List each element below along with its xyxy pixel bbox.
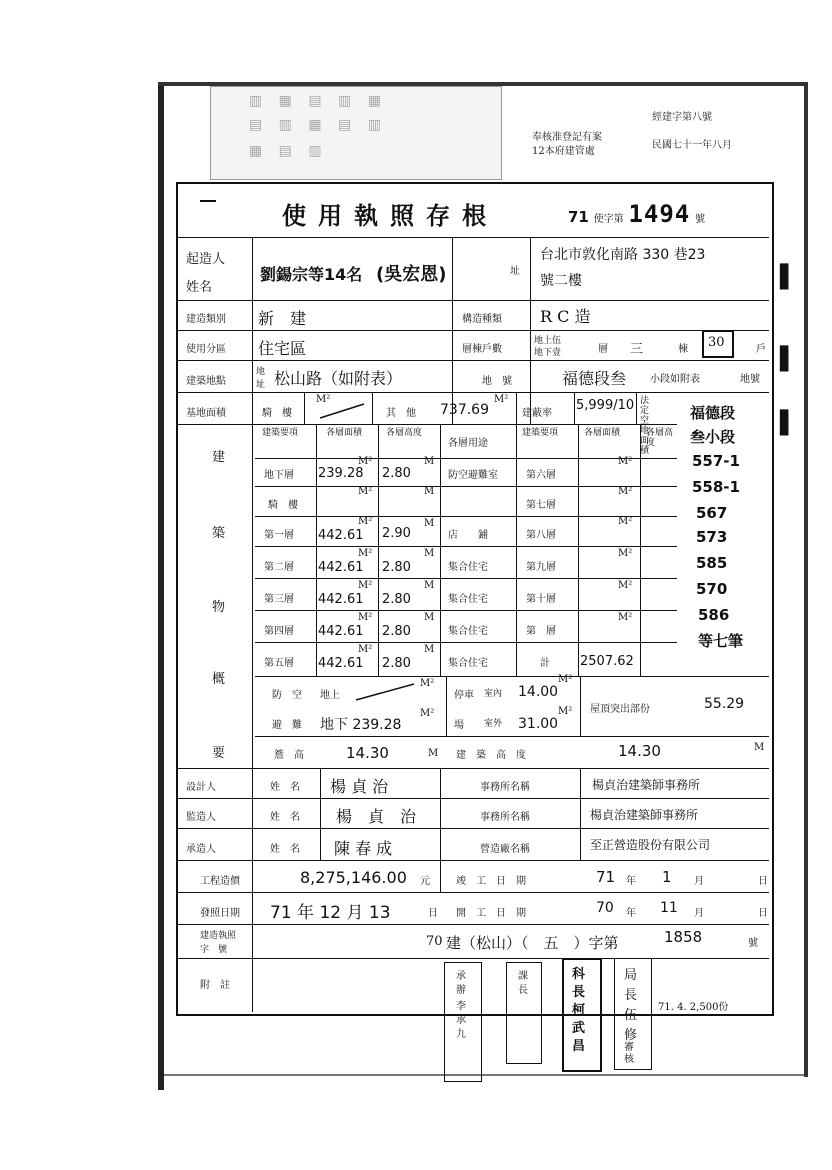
designer-label: 設計人 bbox=[186, 782, 216, 793]
applicant-name: 劉鍚宗等14名 bbox=[260, 265, 363, 284]
floor-name: 第一層 bbox=[264, 530, 294, 541]
floors-hu-count: 30 bbox=[708, 335, 725, 350]
stamp-line3: 經建字第八號 bbox=[652, 112, 712, 123]
lot-tail: 小段如附表 bbox=[650, 374, 700, 385]
completion-ri: 日 bbox=[758, 876, 768, 887]
designer-office: 楊貞治建築師事務所 bbox=[592, 778, 701, 792]
supervisor-name: 楊 貞 治 bbox=[336, 807, 417, 826]
floor-use: 集合住宅 bbox=[448, 658, 488, 669]
unit-m2: M² bbox=[358, 548, 373, 559]
land-lot-item: 福德段 bbox=[690, 404, 736, 422]
contractor-name-label: 姓 名 bbox=[270, 844, 300, 855]
floor-area: 442.61 bbox=[318, 656, 364, 671]
completion-yue: 月 bbox=[694, 876, 704, 887]
parking-outdoor-value: 31.00 bbox=[518, 716, 559, 732]
parking-label2: 場 bbox=[454, 720, 464, 731]
eave-label: 簷 高 bbox=[274, 750, 304, 761]
unit-m: M bbox=[424, 644, 435, 655]
serial-number bbox=[568, 200, 705, 228]
applicant-label: 起造人 bbox=[186, 252, 226, 267]
land-lot-item: 558-1 bbox=[692, 478, 740, 496]
floor-use: 集合住宅 bbox=[448, 562, 488, 573]
permit-value: 建（松山）（ 五 ）字第 bbox=[446, 934, 619, 952]
unit-m2: M² bbox=[618, 612, 633, 623]
start-year: 70 bbox=[596, 900, 614, 916]
ratio-value: 5,999/10 bbox=[576, 398, 635, 413]
start-yue: 月 bbox=[694, 908, 704, 919]
floor-height: 2.90 bbox=[382, 526, 411, 541]
floor-name: 第四層 bbox=[264, 626, 294, 637]
designer-office-label: 事務所名稱 bbox=[480, 782, 530, 793]
parking-indoor-label: 室內 bbox=[484, 689, 503, 699]
unit-m2: M² bbox=[358, 486, 373, 497]
floor-name-right: 第七層 bbox=[526, 500, 556, 511]
print-info: 71. 4. 2,500份 bbox=[658, 1002, 729, 1013]
completion-nian: 年 bbox=[626, 876, 636, 887]
total-value: 2507.62 bbox=[580, 654, 634, 669]
completion-month: 1 bbox=[662, 868, 672, 886]
start-month: 11 bbox=[660, 900, 678, 916]
contractor-office-label: 營造廠名稱 bbox=[480, 844, 530, 855]
completion-label: 竣 工 日 期 bbox=[456, 876, 526, 887]
unit-m2: M² bbox=[358, 644, 373, 655]
cost-unit: 元 bbox=[420, 876, 430, 887]
permit-hao: 號 bbox=[748, 938, 758, 949]
start-date-label: 開 工 日 期 bbox=[456, 908, 526, 919]
header-item-right: 建築要項 bbox=[522, 428, 559, 438]
land-lot-item: 567 bbox=[696, 504, 728, 522]
shelter-above: 地上 bbox=[320, 690, 340, 701]
floor-area: 239.28 bbox=[318, 466, 364, 481]
seal-section-chief: 課長 bbox=[518, 971, 528, 996]
floors-hu: 戶 bbox=[756, 344, 766, 355]
site-label: 建築地點 bbox=[186, 376, 226, 387]
unit-m2: M² bbox=[494, 394, 509, 405]
parking-outdoor-label: 室外 bbox=[484, 719, 503, 729]
shelter-blank-stroke bbox=[354, 680, 418, 704]
site-di: 地 bbox=[256, 367, 266, 377]
structure-value: R C 造 bbox=[540, 307, 591, 326]
floor-name-right: 第 層 bbox=[526, 626, 556, 637]
land-lot-item: 585 bbox=[696, 554, 728, 572]
neighbor-page-fragment: ▌ bbox=[780, 346, 797, 372]
applicant-name-label: 姓名 bbox=[186, 280, 213, 295]
seal-review: 審核 bbox=[624, 1042, 634, 1065]
address-label: 址 bbox=[510, 266, 520, 277]
seal-li: 李承九 bbox=[456, 1001, 466, 1040]
supervisor-office: 楊貞治建築師事務所 bbox=[590, 808, 699, 822]
serial-prefix: 使字第 bbox=[593, 214, 624, 225]
section-char: 概 bbox=[212, 672, 226, 687]
unit-m: M bbox=[428, 748, 439, 759]
floor-use: 集合住宅 bbox=[448, 594, 488, 605]
unit-m2: M² bbox=[358, 612, 373, 623]
unit-m2: M² bbox=[618, 456, 633, 467]
floors-ceng: 層 bbox=[598, 344, 608, 355]
floors-below: 地下壹 bbox=[534, 348, 562, 358]
unit-m2: M² bbox=[316, 394, 331, 405]
stamp-line1: 奉核准登記有案 bbox=[532, 132, 602, 143]
site-address: 松山路（如附表） bbox=[274, 369, 403, 388]
shelter-below: 地下 239.28 bbox=[320, 717, 402, 733]
unit-m2: M² bbox=[358, 456, 373, 467]
neighbor-page-fragment: ▌ bbox=[780, 264, 797, 290]
header-height: 各層高度 bbox=[386, 428, 423, 438]
land-lot-item: 573 bbox=[696, 528, 728, 546]
registration-stamp bbox=[502, 100, 762, 170]
seal-department-chief: 科長柯武昌 bbox=[572, 967, 586, 1054]
section-char: 要 bbox=[212, 746, 226, 761]
zone-label: 使用分區 bbox=[186, 344, 226, 355]
header-area-right: 各層面積 bbox=[584, 428, 621, 438]
floor-height: 2.80 bbox=[382, 656, 411, 671]
floor-name: 第三層 bbox=[264, 594, 294, 605]
unit-m2: M² bbox=[558, 706, 573, 717]
supervisor-name-label: 姓 名 bbox=[270, 812, 300, 823]
stamp-line2: 12本府建管處 bbox=[532, 146, 595, 157]
scan-border-left bbox=[158, 82, 164, 1090]
land-lot-item: 等七筆 bbox=[698, 632, 744, 650]
seal-clerk: 承辦 bbox=[456, 971, 466, 996]
contractor-name: 陳 春 成 bbox=[334, 839, 393, 858]
contractor-office: 至正營造股份有限公司 bbox=[590, 838, 711, 852]
building-height-label: 建 築 高 度 bbox=[456, 750, 526, 761]
unit-m: M bbox=[424, 548, 435, 559]
address-line1: 台北市敦化南路 330 巷23 bbox=[540, 247, 706, 263]
floor-height: 2.80 bbox=[382, 592, 411, 607]
total-label: 計 bbox=[540, 658, 550, 669]
law-open-label: 法定空地面積 bbox=[640, 396, 650, 456]
floor-name: 地下層 bbox=[264, 470, 294, 481]
issue-date-label: 發照日期 bbox=[200, 908, 240, 919]
document-title: 使用執照存根 bbox=[282, 201, 498, 230]
completion-year: 71 bbox=[596, 868, 616, 886]
lot-di: 地號 bbox=[740, 374, 760, 385]
build-type-value: 新 建 bbox=[258, 309, 307, 328]
structure-label: 構造種類 bbox=[462, 314, 502, 325]
land-lot-item: 586 bbox=[698, 606, 730, 624]
parking-indoor-value: 14.00 bbox=[518, 684, 559, 700]
unit-m2: M² bbox=[420, 678, 435, 689]
supervisor-label: 監造人 bbox=[186, 812, 216, 823]
designer-name-label: 姓 名 bbox=[270, 782, 300, 793]
permit-year: 70 bbox=[426, 934, 443, 949]
faded-stub: ▥ ▦ ▤ ▥ ▦ ▤ ▥ ▦ ▤ ▥ ▦ ▤ ▥ bbox=[210, 86, 502, 180]
header-height-right: 各層高度 bbox=[646, 428, 674, 448]
designer-name: 楊 貞 治 bbox=[330, 777, 389, 796]
unit-m: M bbox=[754, 742, 765, 753]
header-item: 建築要項 bbox=[262, 428, 299, 438]
land-lot-item: 570 bbox=[696, 580, 728, 598]
building-height-value: 14.30 bbox=[618, 742, 661, 760]
floor-name: 第五層 bbox=[264, 658, 294, 669]
address-line2: 號二樓 bbox=[540, 273, 582, 289]
floors-above: 地上伍 bbox=[534, 336, 562, 346]
zone-value: 住宅區 bbox=[258, 339, 307, 358]
issue-date-value: 71 年 12 月 13 bbox=[270, 903, 391, 923]
section-char: 物 bbox=[212, 600, 226, 615]
shelter-label1: 防 空 bbox=[272, 690, 302, 701]
floor-name-right: 第六層 bbox=[526, 470, 556, 481]
floor-name: 第二層 bbox=[264, 562, 294, 573]
floor-height: 2.80 bbox=[382, 466, 411, 481]
start-ri: 日 bbox=[758, 908, 768, 919]
base-area-label: 基地面積 bbox=[186, 408, 226, 419]
parking-label1: 停車 bbox=[454, 690, 474, 701]
floor-height: 2.80 bbox=[382, 624, 411, 639]
unit-m: M bbox=[424, 518, 435, 529]
serial-year: 71 bbox=[568, 208, 589, 226]
seal-director: 局長伍修 bbox=[624, 968, 638, 1043]
floors-dong: 棟 bbox=[678, 344, 688, 355]
floor-name-right: 第九層 bbox=[526, 562, 556, 573]
site-zhi: 址 bbox=[256, 380, 266, 390]
cost-label: 工程造價 bbox=[200, 876, 240, 887]
header-area: 各層面積 bbox=[326, 428, 363, 438]
start-nian: 年 bbox=[626, 908, 636, 919]
contractor-label: 承造人 bbox=[186, 844, 216, 855]
floor-use: 集合住宅 bbox=[448, 626, 488, 637]
unit-m: M bbox=[424, 486, 435, 497]
build-type-label: 建造類別 bbox=[186, 314, 226, 325]
permit-number: 1858 bbox=[664, 928, 703, 946]
roof-value: 55.29 bbox=[704, 696, 745, 712]
floor-area: 442.61 bbox=[318, 528, 364, 543]
floor-area: 442.61 bbox=[318, 560, 364, 575]
section-char: 築 bbox=[212, 526, 226, 541]
floors-label: 層棟戶數 bbox=[462, 344, 502, 355]
scan-border-right bbox=[804, 82, 808, 1077]
shelter-label2: 避 難 bbox=[272, 720, 302, 731]
dash-mark bbox=[200, 200, 216, 202]
floor-use: 防空避難室 bbox=[448, 470, 498, 481]
land-lot-item: 557-1 bbox=[692, 452, 740, 470]
floors-dong-count: 三 bbox=[630, 342, 644, 357]
stamp-line4: 民國七十一年八月 bbox=[652, 140, 732, 151]
unit-m2: M² bbox=[618, 486, 633, 497]
floor-name-right: 第八層 bbox=[526, 530, 556, 541]
applicant-seal: (吳宏恩) bbox=[376, 264, 447, 285]
remarks-label: 附 註 bbox=[200, 980, 230, 991]
qilou-label: 騎 樓 bbox=[262, 408, 292, 419]
qita-label: 其 他 bbox=[386, 408, 416, 419]
unit-m2: M² bbox=[558, 674, 573, 685]
floor-area: 442.61 bbox=[318, 592, 364, 607]
floor-name: 騎 樓 bbox=[268, 500, 298, 511]
roof-label: 屋頂突出部份 bbox=[590, 704, 650, 715]
qita-value: 737.69 bbox=[440, 402, 489, 418]
permit-label1: 建造執照 bbox=[200, 931, 237, 941]
lot-label: 地 號 bbox=[482, 376, 512, 387]
supervisor-office-label: 事務所名稱 bbox=[480, 812, 530, 823]
unit-m: M bbox=[424, 612, 435, 623]
floor-name-right: 第十層 bbox=[526, 594, 556, 605]
unit-m2: M² bbox=[358, 580, 373, 591]
section-char: 建 bbox=[212, 450, 226, 465]
unit-m: M bbox=[424, 580, 435, 591]
unit-m2: M² bbox=[618, 548, 633, 559]
lot-value: 福德段叁 bbox=[562, 369, 627, 388]
header-use: 各層用途 bbox=[448, 438, 488, 449]
unit-m2: M² bbox=[618, 516, 633, 527]
unit-m2: M² bbox=[358, 516, 373, 527]
land-lot-item: 叁小段 bbox=[690, 428, 736, 446]
serial-value: 1494 bbox=[628, 200, 691, 228]
floor-height: 2.80 bbox=[382, 560, 411, 575]
floor-area: 442.61 bbox=[318, 624, 364, 639]
issue-ri: 日 bbox=[428, 908, 438, 919]
permit-label2: 字 號 bbox=[200, 945, 228, 955]
unit-m2: M² bbox=[618, 580, 633, 591]
unit-m2: M² bbox=[420, 708, 435, 719]
blank-stroke bbox=[318, 396, 368, 422]
floor-use: 店 鋪 bbox=[448, 530, 488, 541]
scan-border-bottom bbox=[164, 1074, 804, 1076]
ratio-label: 建蔽率 bbox=[522, 408, 552, 419]
eave-value: 14.30 bbox=[346, 744, 389, 762]
cost-value: 8,275,146.00 bbox=[300, 868, 407, 887]
neighbor-page-fragment: ▌ bbox=[780, 410, 797, 436]
serial-suffix: 號 bbox=[695, 214, 706, 225]
unit-m: M bbox=[424, 456, 435, 467]
